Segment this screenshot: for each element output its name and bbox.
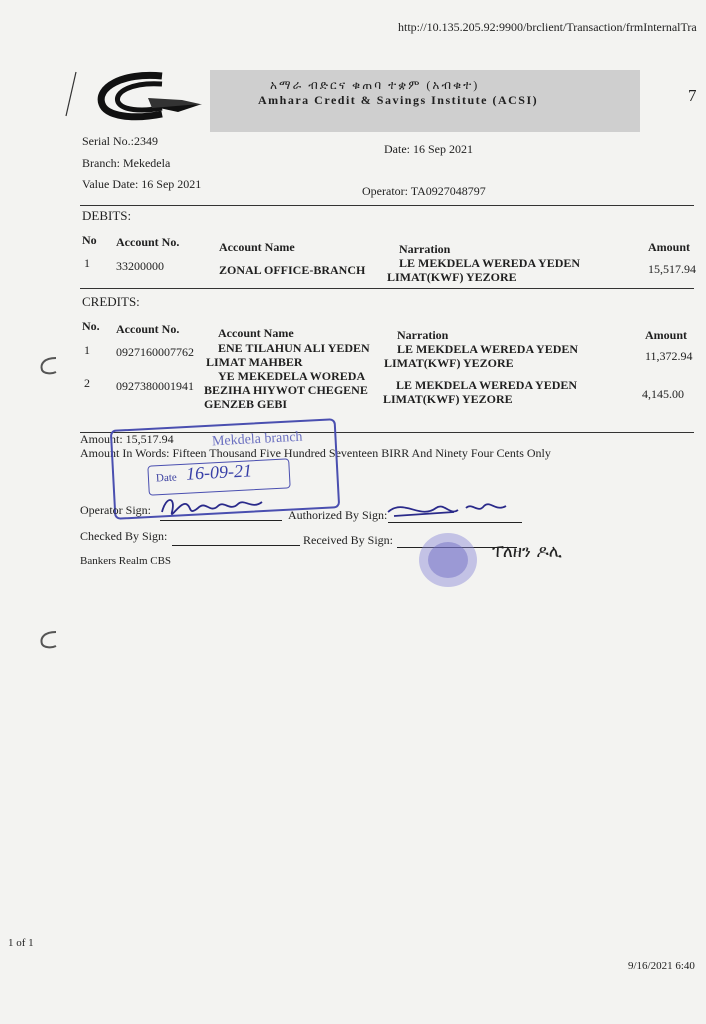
debit-row-account-no: 33200000 — [116, 259, 164, 273]
operator-signature — [158, 490, 268, 522]
credits-header-account-name: Account Name — [218, 326, 294, 340]
authorized-signature — [384, 494, 514, 524]
credits-header-amount: Amount — [645, 328, 688, 342]
checked-sign-line — [172, 545, 300, 546]
stamp-branch-name: Mekdela branch — [211, 429, 303, 450]
page-url: http://10.135.205.92:9900/brclient/Transaction/frmInternalTra — [398, 20, 697, 34]
received-sign-label: Received By Sign: — [303, 533, 393, 547]
institution-name: Amhara Credit & Savings Institute (ACSI) — [258, 93, 539, 107]
credits-header-narration: Narration — [397, 328, 449, 342]
credit-row-account-name-line1: ENE TILAHUN ALI YEDEN — [218, 341, 370, 355]
credit-row-no: 1 — [84, 343, 90, 357]
credit-row-account-name-line2: GENZEB GEBI — [204, 397, 288, 411]
round-seal — [416, 530, 480, 590]
credit-row-narration-line1: LE MEKDELA WEREDA YEDEN — [396, 378, 578, 392]
divider — [80, 288, 694, 289]
pen-stroke-mark — [60, 70, 80, 118]
operator-id: Operator: TA0927048797 — [362, 184, 486, 198]
checked-sign-label: Checked By Sign: — [80, 529, 168, 543]
debit-row-no: 1 — [84, 256, 90, 270]
debits-header-account-no: Account No. — [116, 235, 180, 249]
stamp-date-label: Date — [155, 471, 178, 485]
value-date: Value Date: 16 Sep 2021 — [82, 177, 202, 191]
credit-row-account-name-line0: YE MEKEDELA WOREDA — [218, 369, 366, 383]
credit-row-account-no: 0927160007762 — [116, 345, 194, 359]
total-amount: Amount: 15,517.94 — [80, 432, 174, 446]
credit-row-no: 2 — [84, 376, 90, 390]
print-timestamp: 9/16/2021 6:40 — [628, 960, 695, 972]
credits-header-account-no: Account No. — [116, 322, 180, 336]
authorized-sign-label: Authorized By Sign: — [288, 508, 388, 522]
debits-header-amount: Amount — [648, 240, 691, 254]
credit-row-account-name-line2: LIMAT MAHBER — [206, 355, 303, 369]
debits-title: DEBITS: — [82, 208, 132, 223]
page-count: 1 of 1 — [8, 937, 34, 949]
credit-row-narration-line2: LIMAT(KWF) YEZORE — [383, 392, 513, 406]
institution-name-amharic: አማራ ብድርና ቁጠባ ተቋም (አብቁተ) — [270, 78, 480, 92]
credit-row-narration-line1: LE MEKDELA WEREDA YEDEN — [397, 342, 579, 356]
corner-handwritten-mark: 7 — [688, 86, 697, 105]
debit-row-amount: 15,517.94 — [648, 262, 696, 276]
amount-in-words: Amount In Words: Fifteen Thousand Five Hundred Seventeen BIRR And Ninety Four Cents Only — [80, 446, 551, 460]
binder-punch-mark — [38, 354, 60, 376]
debit-row-narration-line1: LE MEKDELA WEREDA YEDEN — [399, 256, 581, 270]
divider — [80, 205, 694, 206]
credit-row-account-name-line1: BEZIHA HIYWOT CHEGENE — [204, 383, 368, 397]
credits-title: CREDITS: — [82, 294, 140, 309]
debits-header-account-name: Account Name — [219, 240, 295, 254]
credit-row-amount: 11,372.94 — [645, 349, 693, 363]
credit-row-account-no: 0927380001941 — [116, 379, 194, 393]
debit-row-account-name: ZONAL OFFICE-BRANCH — [219, 263, 366, 277]
debits-header-narration: Narration — [399, 242, 451, 256]
debits-header-no: No — [82, 233, 97, 247]
serial-number: Serial No.:2349 — [82, 134, 158, 148]
binder-punch-mark — [38, 628, 60, 650]
branch: Branch: Mekedela — [82, 156, 171, 170]
credit-row-narration-line2: LIMAT(KWF) YEZORE — [384, 356, 514, 370]
document-date: Date: 16 Sep 2021 — [384, 142, 473, 156]
system-name: Bankers Realm CBS — [80, 555, 172, 567]
received-handwritten-name: ፐለዘን ዶሊ — [492, 542, 562, 562]
credit-row-amount: 4,145.00 — [642, 387, 684, 401]
stamp-date-value: 16-09-21 — [185, 460, 253, 484]
debit-row-narration-line2: LIMAT(KWF) YEZORE — [387, 270, 517, 284]
operator-sign-label: Operator Sign: — [80, 503, 151, 517]
credits-header-no: No. — [82, 319, 100, 333]
acsi-logo — [92, 70, 212, 122]
